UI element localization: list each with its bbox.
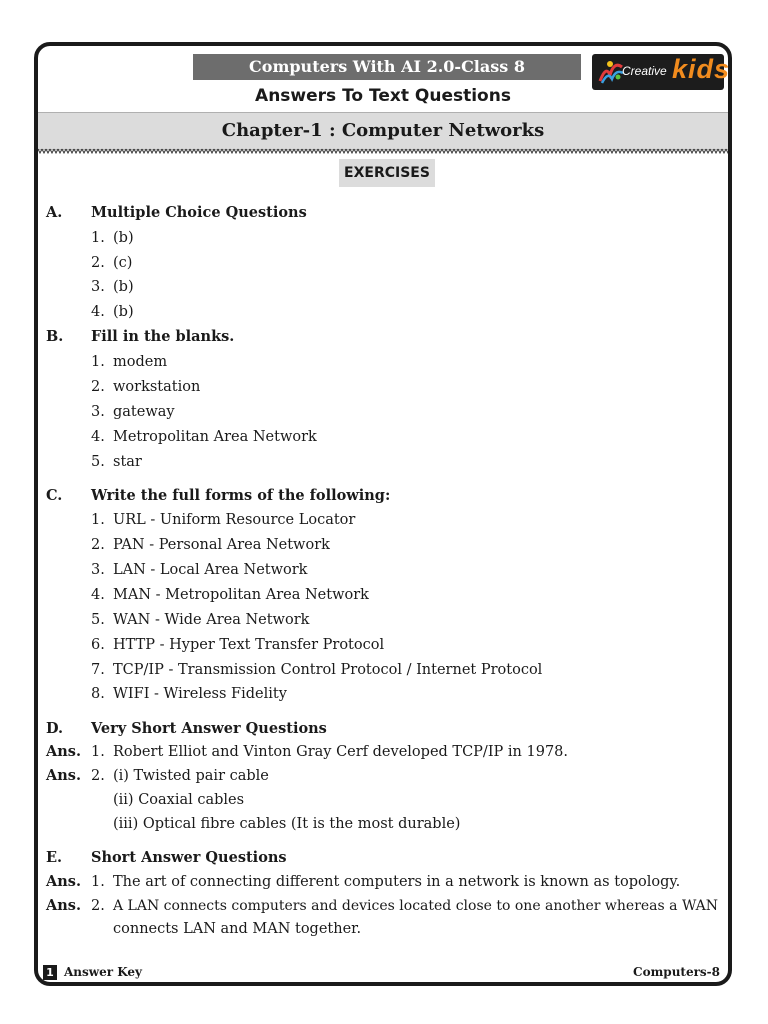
answer-label: Ans. [46,873,82,890]
page-subtitle: Answers To Text Questions [255,86,511,106]
section-title: Very Short Answer Questions [91,720,327,737]
item-number: 6. [91,637,105,653]
answer-text: (ii) Coaxial cables [113,792,245,808]
list-item: URL - Uniform Resource Locator [113,512,356,528]
book-title: Computers With AI 2.0-Class 8 [193,54,581,80]
section-title: Short Answer Questions [91,849,287,866]
answer-text: (iii) Optical fibre cables (It is the most durable) [113,816,461,832]
item-number: 8. [91,686,105,702]
answer-text: The art of connecting different computers in a network is known as topology. [113,874,681,890]
section-letter: B. [46,328,64,345]
item-number: 5. [91,454,105,470]
list-item: (b) [113,304,134,320]
footer-right-text: Computers-8 [633,965,720,979]
answer-label: Ans. [46,767,82,784]
item-number: 2. [91,898,105,914]
section-letter: A. [46,204,63,221]
item-number: 2. [91,537,105,553]
list-item: HTTP - Hyper Text Transfer Protocol [113,637,385,653]
answer-text: (i) Twisted pair cable [113,768,269,784]
section-letter: C. [46,487,63,504]
list-item: TCP/IP - Transmission Control Protocol / Internet Protocol [113,662,543,678]
item-number: 1. [91,744,105,760]
list-item: workstation [113,379,201,395]
answer-text: Robert Elliot and Vinton Gray Cerf developed TCP/IP in 1978. [113,744,569,760]
list-item: (b) [113,279,134,295]
item-number: 3. [91,404,105,420]
page-footer [38,962,728,982]
footer-left-text: Answer Key [64,965,143,979]
item-number: 4. [91,429,105,445]
list-item: Metropolitan Area Network [113,429,317,445]
list-item: LAN - Local Area Network [113,562,308,578]
logo-text-kids: kids [672,54,731,84]
item-number: 1. [91,354,105,370]
section-letter: D. [46,720,64,737]
answer-text: connects LAN and MAN together. [113,921,362,937]
exercises-label: EXERCISES [339,159,435,187]
item-number: 4. [91,304,105,320]
page-number: 1 [43,965,57,980]
item-number: 1. [91,230,105,246]
item-number: 2. [91,379,105,395]
list-item: (c) [113,255,133,271]
list-item: star [113,454,142,470]
zigzag-divider [38,148,728,154]
list-item: (b) [113,230,134,246]
section-title: Multiple Choice Questions [91,204,307,221]
item-number: 1. [91,874,105,890]
item-number: 2. [91,255,105,271]
item-number: 2. [91,768,105,784]
section-title: Fill in the blanks. [91,328,235,345]
item-number: 7. [91,662,105,678]
answer-label: Ans. [46,743,82,760]
item-number: 1. [91,512,105,528]
list-item: PAN - Personal Area Network [113,537,330,553]
section-title: Write the full forms of the following: [91,487,391,504]
list-item: WIFI - Wireless Fidelity [113,686,287,702]
chapter-title: Chapter-1 : Computer Networks [38,112,728,150]
answer-label: Ans. [46,897,82,914]
list-item: gateway [113,404,175,420]
section-letter: E. [46,849,63,866]
list-item: MAN - Metropolitan Area Network [113,587,369,603]
list-item: modem [113,354,168,370]
item-number: 3. [91,562,105,578]
logo-text-creative: Creative [622,64,667,78]
item-number: 4. [91,587,105,603]
item-number: 3. [91,279,105,295]
list-item: WAN - Wide Area Network [113,612,310,628]
answer-text: A LAN connects computers and devices located close to one another whereas a WAN [113,898,719,914]
item-number: 5. [91,612,105,628]
